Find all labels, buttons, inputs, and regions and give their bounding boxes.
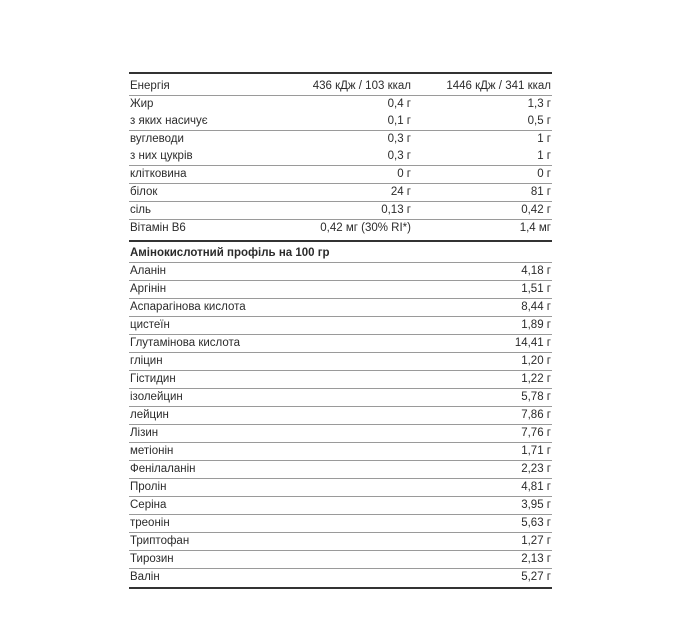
nutrition-section — [129, 78, 552, 237]
amino-row — [129, 478, 552, 496]
amino-row — [129, 262, 552, 280]
nutrient-name: Вітамін В6 — [130, 222, 186, 234]
amino-value: 5,63 г — [521, 517, 551, 529]
per-serving-value: 0,3 г — [387, 133, 411, 145]
nutrient-name: сіль — [130, 204, 152, 216]
nutrition-facts-table — [129, 72, 552, 589]
nutrition-row — [129, 113, 552, 130]
amino-value: 8,44 г — [521, 301, 551, 313]
amino-value: 2,13 г — [521, 553, 551, 565]
amino-name: Триптофан — [130, 535, 190, 547]
per-100g-value: 0,42 г — [521, 204, 551, 216]
amino-name: Глутамінова кислота — [130, 337, 241, 349]
amino-row — [129, 496, 552, 514]
nutrition-row — [129, 148, 552, 165]
per-serving-value: 0,1 г — [387, 115, 411, 127]
amino-row — [129, 550, 552, 568]
amino-row — [129, 568, 552, 586]
per-100g-value: 0,5 г — [527, 115, 551, 127]
nutrition-row — [129, 78, 552, 95]
amino-row — [129, 280, 552, 298]
amino-row — [129, 298, 552, 316]
amino-row — [129, 388, 552, 406]
per-serving-value: 0 г — [397, 168, 411, 180]
amino-row — [129, 370, 552, 388]
amino-name: ізолейцин — [130, 391, 183, 403]
amino-value: 7,86 г — [521, 409, 551, 421]
amino-value: 1,89 г — [521, 319, 551, 331]
amino-value: 14,41 г — [514, 337, 551, 349]
amino-name: Серіна — [130, 499, 167, 511]
per-100g-value: 1 г — [537, 150, 551, 162]
per-100g-value: 1446 кДж / 341 ккал — [446, 80, 551, 92]
nutrient-name: з яких насичує — [130, 115, 208, 127]
amino-row — [129, 316, 552, 334]
per-100g-value: 1,4 мг — [519, 222, 551, 234]
per-serving-value: 436 кДж / 103 ккал — [312, 80, 411, 92]
amino-name: лейцин — [130, 409, 169, 421]
amino-name: Аргінін — [130, 283, 167, 295]
per-serving-value: 0,13 г — [381, 204, 411, 216]
nutrient-name: клітковина — [130, 168, 187, 180]
nutrient-name: Енергія — [130, 80, 170, 92]
amino-row — [129, 460, 552, 478]
amino-name: треонін — [130, 517, 170, 529]
amino-value: 5,78 г — [521, 391, 551, 403]
nutrient-name: з них цукрів — [130, 150, 193, 162]
section-divider — [129, 240, 552, 242]
amino-name: гліцин — [130, 355, 163, 367]
amino-name: Валін — [130, 571, 160, 583]
amino-name: цистеїн — [130, 319, 170, 331]
nutrition-row — [129, 201, 552, 219]
per-serving-value: 0,42 мг (30% RI*) — [320, 222, 411, 234]
amino-value: 1,71 г — [521, 445, 551, 457]
amino-row — [129, 514, 552, 532]
amino-row — [129, 442, 552, 460]
amino-name: Лізин — [130, 427, 159, 439]
nutrient-name: вуглеводи — [130, 133, 184, 145]
amino-value: 4,81 г — [521, 481, 551, 493]
per-serving-value: 0,3 г — [387, 150, 411, 162]
amino-name: Гістидин — [130, 373, 176, 385]
amino-section-title: Амінокислотний профіль на 100 гр — [130, 247, 330, 259]
per-serving-value: 0,4 г — [387, 98, 411, 110]
per-100g-value: 81 г — [530, 186, 551, 198]
amino-value: 1,22 г — [521, 373, 551, 385]
amino-row — [129, 532, 552, 550]
amino-row — [129, 424, 552, 442]
amino-row — [129, 406, 552, 424]
nutrition-row — [129, 183, 552, 201]
bottom-rule — [129, 587, 552, 589]
per-100g-value: 0 г — [537, 168, 551, 180]
amino-value: 1,27 г — [521, 535, 551, 547]
amino-section — [129, 262, 552, 586]
amino-name: Аспарагінова кислота — [130, 301, 246, 313]
nutrient-name: білок — [130, 186, 158, 198]
nutrient-name: Жир — [130, 98, 154, 110]
nutrition-row — [129, 165, 552, 183]
per-serving-value: 24 г — [390, 186, 411, 198]
per-100g-value: 1,3 г — [527, 98, 551, 110]
amino-value: 7,76 г — [521, 427, 551, 439]
per-100g-value: 1 г — [537, 133, 551, 145]
amino-value: 2,23 г — [521, 463, 551, 475]
amino-name: метіонін — [130, 445, 174, 457]
amino-value: 5,27 г — [521, 571, 551, 583]
amino-value: 4,18 г — [521, 265, 551, 277]
amino-value: 1,20 г — [521, 355, 551, 367]
nutrition-row — [129, 95, 552, 113]
amino-row — [129, 352, 552, 370]
amino-value: 3,95 г — [521, 499, 551, 511]
amino-value: 1,51 г — [521, 283, 551, 295]
amino-name: Фенілаланін — [130, 463, 196, 475]
nutrition-row — [129, 219, 552, 237]
amino-row — [129, 334, 552, 352]
amino-name: Тирозин — [130, 553, 174, 565]
amino-name: Пролін — [130, 481, 167, 493]
nutrition-row — [129, 130, 552, 148]
amino-name: Аланін — [130, 265, 167, 277]
